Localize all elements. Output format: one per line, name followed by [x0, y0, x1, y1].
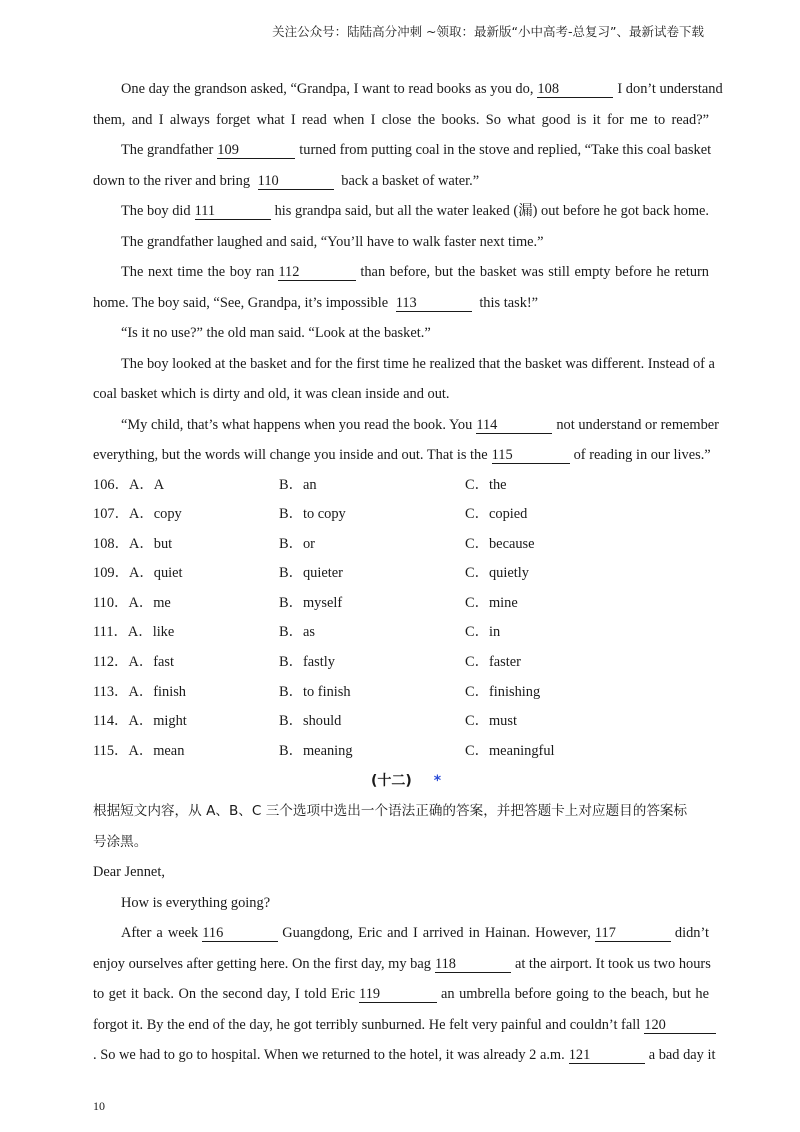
option-row [93, 589, 709, 619]
passage-line: them, and I always forget what I read when I close the books. So what good is it for me to read?” [93, 111, 709, 128]
blank-111[interactable]: 111 [195, 204, 271, 220]
passage-line: The boy looked at the basket and for the first time he realized that the basket was different. Instead of a [121, 355, 715, 372]
passage-line: One day the grandson asked, “Grandpa, I want to read books as you do, 108 I don’t understand [121, 81, 723, 97]
option-a[interactable]: 115．A．mean [93, 742, 185, 759]
passage-line: coal basket which is dirty and old, it was clean inside and out. [93, 386, 450, 402]
letter-line: to get it back. On the second day, I told Eric 119 an umbrella before going to the beach, but he [93, 986, 710, 1003]
option-c[interactable]: C．mine [465, 594, 518, 611]
option-c[interactable]: C．the [465, 476, 507, 493]
section-heading [103, 766, 709, 796]
option-a[interactable]: 107．A．copy [93, 506, 182, 523]
blank-116[interactable]: 116 [202, 926, 278, 942]
option-a[interactable]: 113．A．finish [93, 683, 187, 700]
passage-line: The boy did 111 his grandpa said, but all the water leaked (漏) out before he got back home. [121, 203, 710, 219]
option-a[interactable]: 112．A．fast [93, 654, 175, 671]
blank-112[interactable]: 112 [278, 265, 356, 281]
page-number: 10 [93, 1099, 105, 1113]
letter-line: . So we had to go to hospital. When we returned to the hotel, it was already 2 a.m. 121 a bad day it [93, 1047, 716, 1064]
option-row [93, 648, 709, 678]
option-c[interactable]: C．in [465, 624, 501, 641]
option-a[interactable]: 106．A．A [93, 476, 165, 493]
passage-line: home. The boy said, “See, Grandpa, it’s impossible 113 this task!” [93, 294, 539, 311]
option-row [93, 678, 709, 708]
option-b[interactable]: B．as [279, 624, 315, 641]
passage-line: The next time the boy ran 112 than before, but the basket was still empty before he return [121, 264, 710, 280]
page-header: 关注公众号：陆陆高分冲刺 ~领取：最新版“小中高考-总复习”、最新试卷下载 [272, 24, 704, 39]
blank-114[interactable]: 114 [476, 418, 552, 434]
option-row [93, 500, 709, 530]
blank-115[interactable]: 115 [492, 448, 570, 464]
blank-110[interactable]: 110 [258, 174, 334, 190]
blank-108[interactable]: 108 [537, 82, 613, 98]
option-row [93, 707, 709, 737]
star-icon: * [433, 773, 442, 790]
option-b[interactable]: B．fastly [279, 654, 335, 671]
passage-line: down to the river and bring 110 back a basket of water.” [93, 172, 480, 189]
blank-118[interactable]: 118 [435, 957, 511, 973]
instruction-line: 号涂黑。 [93, 833, 148, 850]
passage-line: The grandfather laughed and said, “You’ll have to walk faster next time.” [121, 233, 544, 250]
blank-119[interactable]: 119 [359, 987, 437, 1003]
letter-line: After a week 116 Guangdong, Eric and I arrived in Hainan. However, 117 didn’t [121, 925, 709, 942]
option-c[interactable]: C．meaningful [465, 742, 555, 759]
option-b[interactable]: B．to finish [279, 683, 351, 700]
option-row [93, 530, 709, 560]
option-b[interactable]: B．should [279, 713, 342, 730]
option-b[interactable]: B．quieter [279, 565, 343, 582]
blank-121[interactable]: 121 [569, 1048, 645, 1064]
option-b[interactable]: B．to copy [279, 506, 346, 523]
letter-line: enjoy ourselves after getting here. On the first day, my bag 118 at the airport. It took us two hours [93, 955, 711, 972]
option-c[interactable]: C．copied [465, 506, 528, 523]
blank-109[interactable]: 109 [217, 143, 295, 159]
option-c[interactable]: C．finishing [465, 683, 541, 700]
letter-line: forgot it. By the end of the day, he got terribly sunburned. He felt very painful and couldn’t fall 120 [93, 1010, 709, 1041]
option-c[interactable]: C．because [465, 535, 535, 552]
option-b[interactable]: B．meaning [279, 742, 353, 759]
option-c[interactable]: C．faster [465, 654, 521, 671]
option-c[interactable]: C．quietly [465, 565, 529, 582]
blank-120[interactable]: 120 [644, 1018, 716, 1034]
letter-line: How is everything going? [121, 894, 271, 911]
passage-line: “Is it no use?” the old man said. “Look at the basket.” [121, 325, 431, 341]
option-b[interactable]: B．or [279, 535, 315, 552]
passage-line: “My child, that’s what happens when you read the book. You 114 not understand or remember [121, 416, 719, 433]
option-row [93, 737, 709, 767]
option-row [93, 559, 709, 589]
blank-113[interactable]: 113 [396, 296, 472, 312]
option-row [93, 471, 709, 501]
letter-greeting: Dear Jennet, [93, 864, 165, 881]
option-b[interactable]: B．myself [279, 594, 343, 611]
document-body [93, 74, 723, 1071]
option-a[interactable]: 109．A．quiet [93, 565, 183, 582]
passage-line: everything, but the words will change you inside and out. That is the 115 of reading in our lives.” [93, 447, 711, 463]
blank-117[interactable]: 117 [595, 926, 671, 942]
option-c[interactable]: C．must [465, 713, 517, 730]
option-a[interactable]: 110．A．me [93, 594, 171, 611]
passage-line: The grandfather 109 turned from putting coal in the stove and replied, “Take this coal basket [121, 142, 712, 158]
option-a[interactable]: 111．A．like [93, 624, 175, 641]
option-b[interactable]: B．an [279, 476, 317, 493]
option-row [93, 618, 709, 648]
section-title: (十二) [370, 773, 412, 790]
option-a[interactable]: 114．A．might [93, 713, 187, 730]
instruction-line: 根据短文内容，从 A、B、C 三个选项中选出一个语法正确的答案，并把答题卡上对应题目的答案标 [93, 803, 688, 820]
option-a[interactable]: 108．A．but [93, 535, 173, 552]
